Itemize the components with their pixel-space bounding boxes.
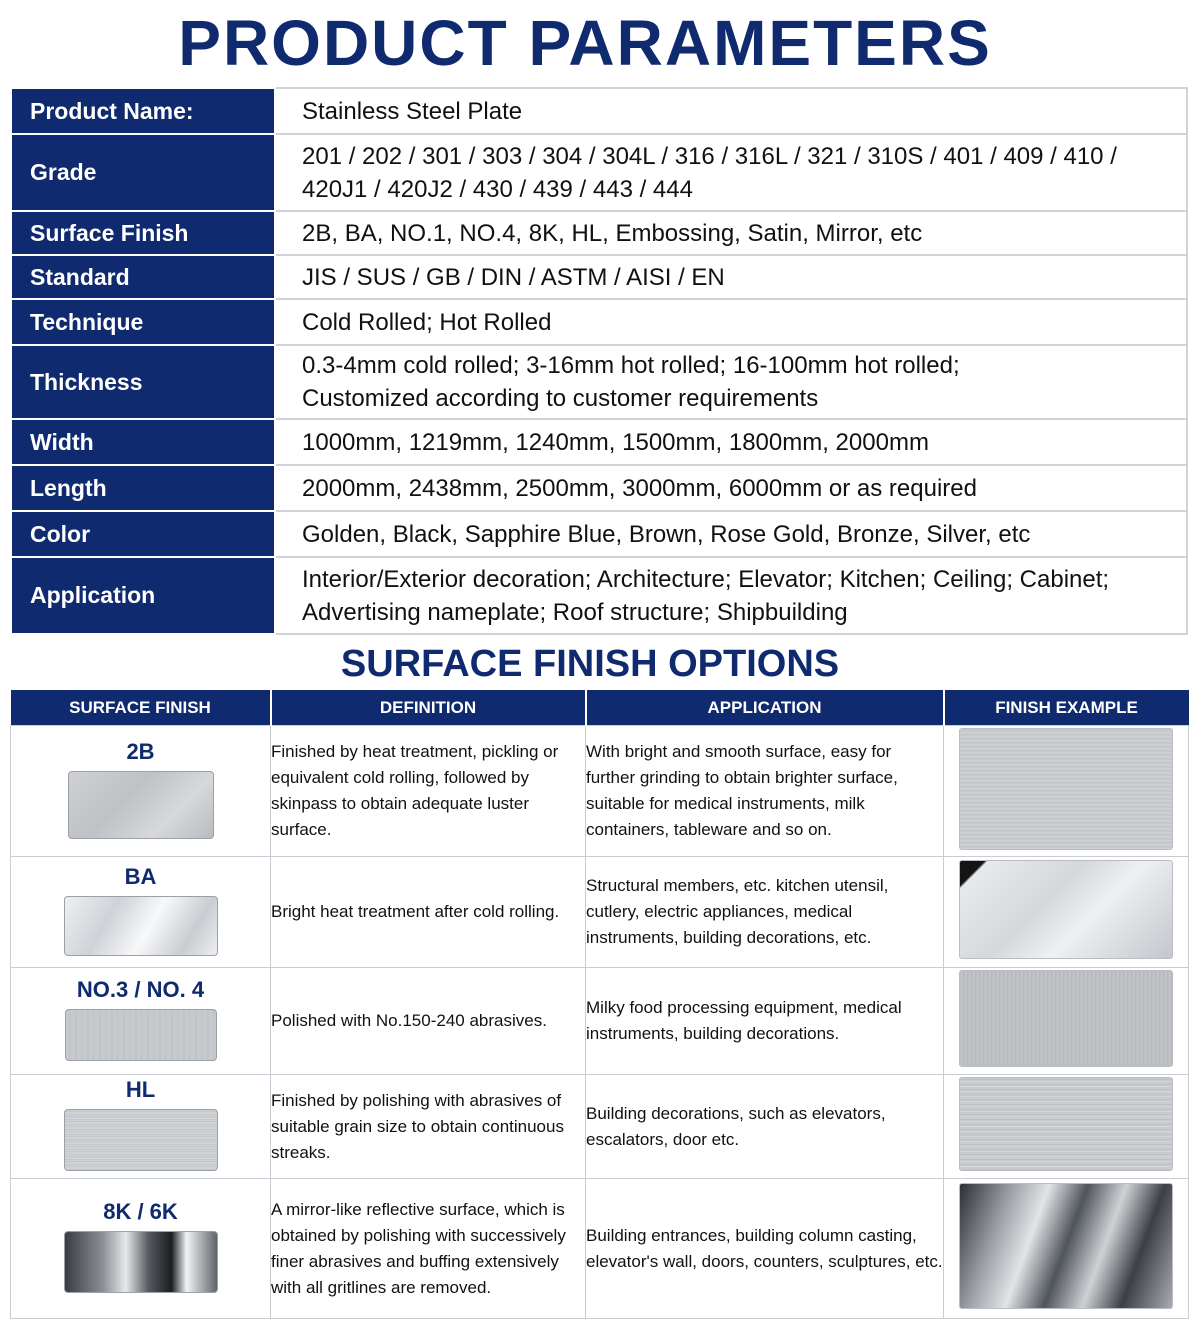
finish-definition: A mirror-like reflective surface, which is obtained by polishing with successively finer abrasives and buffing extensively with all gritlines are removed. xyxy=(271,1179,586,1319)
param-value: Cold Rolled; Hot Rolled xyxy=(275,299,1187,345)
param-label: Grade xyxy=(11,134,275,211)
header-application: APPLICATION xyxy=(586,690,944,726)
param-label: Color xyxy=(11,511,275,557)
finish-row-no4 xyxy=(11,968,1189,1075)
param-row xyxy=(11,557,1187,634)
header-surface-finish: SURFACE FINISH xyxy=(11,690,271,726)
finish-header-row xyxy=(11,690,1189,726)
finish-definition: Bright heat treatment after cold rolling. xyxy=(271,857,586,968)
param-value: Golden, Black, Sapphire Blue, Brown, Rose Gold, Bronze, Silver, etc xyxy=(275,511,1187,557)
finish-example-image xyxy=(959,1077,1173,1171)
page-title: PRODUCT PARAMETERS xyxy=(178,7,992,79)
param-label: Length xyxy=(11,465,275,511)
finish-row-hl xyxy=(11,1075,1189,1179)
finish-example-image xyxy=(959,1183,1173,1309)
param-value: Stainless Steel Plate xyxy=(275,88,1187,134)
finish-name-cell xyxy=(11,857,271,968)
finish-row-ba xyxy=(11,857,1189,968)
finish-example-image xyxy=(959,860,1173,959)
param-value: Interior/Exterior decoration; Architecture; Elevator; Kitchen; Ceiling; Cabinet; Advertising nameplate; Roof structure; Shipbuilding xyxy=(275,557,1187,634)
param-label: Standard xyxy=(11,255,275,299)
param-value: 2B, BA, NO.1, NO.4, 8K, HL, Embossing, Satin, Mirror, etc xyxy=(275,211,1187,255)
param-row xyxy=(11,299,1187,345)
finish-example-cell xyxy=(944,968,1189,1075)
param-label: Width xyxy=(11,419,275,465)
finish-application: Building decorations, such as elevators, escalators, door etc. xyxy=(586,1075,944,1179)
finish-name-cell xyxy=(11,968,271,1075)
param-value: 0.3-4mm cold rolled; 3-16mm hot rolled; 16-100mm hot rolled; Customized according to customer requirements xyxy=(275,345,1187,419)
surface-finish-table xyxy=(10,690,1189,1319)
param-row xyxy=(11,465,1187,511)
finish-definition: Finished by heat treatment, pickling or equivalent cold rolling, followed by skinpass to obtain adequate luster surface. xyxy=(271,726,586,857)
finish-application: With bright and smooth surface, easy for further grinding to obtain brighter surface, suitable for medical instruments, milk containers, tableware and so on. xyxy=(586,726,944,857)
header-finish-example: FINISH EXAMPLE xyxy=(944,690,1189,726)
finish-sample-swatch xyxy=(64,1109,218,1171)
finish-name-cell xyxy=(11,1075,271,1179)
product-parameters-table xyxy=(10,87,1188,635)
param-row xyxy=(11,255,1187,299)
finish-application: Building entrances, building column casting, elevator's wall, doors, counters, sculptures, etc. xyxy=(586,1179,944,1319)
param-row xyxy=(11,345,1187,419)
finish-example-cell xyxy=(944,1075,1189,1179)
finish-example-image xyxy=(959,728,1173,850)
header-definition: DEFINITION xyxy=(271,690,586,726)
param-row xyxy=(11,134,1187,211)
finish-example-cell xyxy=(944,857,1189,968)
finish-definition: Polished with No.150-240 abrasives. xyxy=(271,968,586,1075)
param-row xyxy=(11,211,1187,255)
finish-example-image xyxy=(959,970,1173,1067)
param-value: 1000mm, 1219mm, 1240mm, 1500mm, 1800mm, 2000mm xyxy=(275,419,1187,465)
finish-sample-swatch xyxy=(68,771,214,839)
finish-example-cell xyxy=(944,726,1189,857)
finish-row-8k xyxy=(11,1179,1189,1319)
param-row xyxy=(11,419,1187,465)
param-label: Thickness xyxy=(11,345,275,419)
finish-name-cell xyxy=(11,726,271,857)
finish-row-2b xyxy=(11,726,1189,857)
finish-sample-swatch xyxy=(64,1231,218,1293)
param-label: Technique xyxy=(11,299,275,345)
finish-definition: Finished by polishing with abrasives of suitable grain size to obtain continuous streaks. xyxy=(271,1075,586,1179)
finish-name: 8K / 6K xyxy=(103,1199,178,1224)
param-value: JIS / SUS / GB / DIN / ASTM / AISI / EN xyxy=(275,255,1187,299)
finish-name-cell xyxy=(11,1179,271,1319)
finish-sample-swatch xyxy=(65,1009,217,1061)
param-row xyxy=(11,511,1187,557)
finish-application: Structural members, etc. kitchen utensil, cutlery, electric appliances, medical instruments, building decorations, etc. xyxy=(586,857,944,968)
finish-name: NO.3 / NO. 4 xyxy=(76,976,205,1002)
param-label: Surface Finish xyxy=(11,211,275,255)
finish-application: Milky food processing equipment, medical instruments, building decorations. xyxy=(586,968,944,1075)
surface-finish-title: SURFACE FINISH OPTIONS xyxy=(340,643,840,685)
finish-sample-swatch xyxy=(64,896,218,956)
finish-name: HL xyxy=(125,1077,156,1102)
finish-name: BA xyxy=(124,863,157,889)
param-label: Application xyxy=(11,557,275,634)
finish-name: 2B xyxy=(126,738,155,764)
finish-example-cell xyxy=(944,1179,1189,1319)
param-value: 2000mm, 2438mm, 2500mm, 3000mm, 6000mm or as required xyxy=(275,465,1187,511)
param-label: Product Name: xyxy=(11,88,275,134)
param-row xyxy=(11,88,1187,134)
param-value: 201 / 202 / 301 / 303 / 304 / 304L / 316 / 316L / 321 / 310S / 401 / 409 / 410 / 420J1 / 420J2 / 430 / 439 / 443 / 444 xyxy=(275,134,1187,211)
